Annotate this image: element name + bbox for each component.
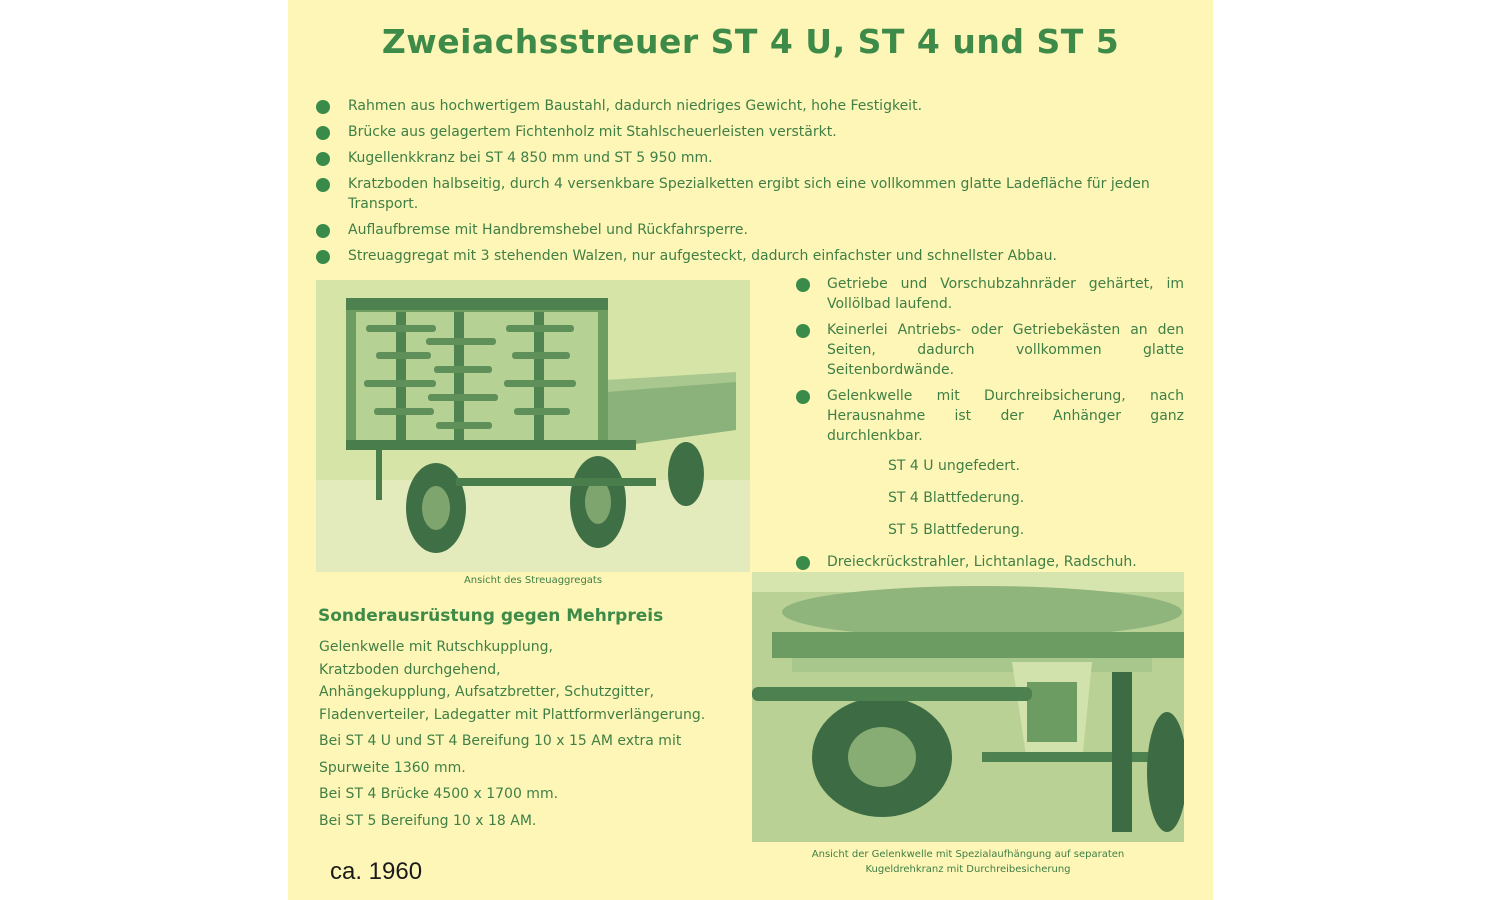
brochure-page (288, 0, 1213, 900)
extras-heading: Sonderausrüstung gegen Mehrpreis (318, 606, 664, 626)
list-item: Fladenverteiler, Ladegatter mit Plattformverlängerung. (319, 706, 706, 723)
list-item: Streuaggregat mit 3 stehenden Walzen, nur aufgesteckt, dadurch einfachster und schnellster Abbau. (316, 246, 1184, 266)
list-item: Kugellenkkranz bei ST 4 850 mm und ST 5 950 mm. (316, 148, 1184, 168)
spreader-photo (316, 280, 750, 572)
drive-shaft-photo (752, 572, 1184, 842)
feature-list (316, 96, 1184, 272)
list-item: Getriebe und Vorschubzahnräder gehärtet, im Vollölbad laufend. (796, 274, 1184, 314)
list-item: ST 4 U ungefedert. (888, 458, 1020, 474)
list-item: Kratzboden durchgehend, (319, 661, 501, 678)
bullet-icon (316, 152, 330, 166)
list-item: Spurweite 1360 mm. (319, 759, 466, 776)
bullet-icon (316, 178, 330, 192)
list-item: Anhängekupplung, Aufsatzbretter, Schutzgitter, (319, 684, 655, 700)
bullet-icon (796, 278, 810, 292)
suspension-list (888, 456, 1184, 540)
list-item: Gelenkwelle mit Durchreibsicherung, nach Herausnahme ist der Anhänger ganz durchlenkbar. ST 4 U ungefedert. ST 4 Blattfederung. ST 5 Blattfederung. (796, 386, 1184, 540)
bullet-icon (316, 224, 330, 238)
list-item: Keinerlei Antriebs- oder Getriebekästen an den Seiten, dadurch vollkommen glatte Seitenbordwände. (796, 320, 1184, 380)
extras-list (319, 636, 709, 832)
list-item: Rahmen aus hochwertigem Baustahl, dadurch niedriges Gewicht, hohe Festigkeit. (316, 96, 1184, 116)
list-item: Kratzboden halbseitig, durch 4 versenkbare Spezialketten ergibt sich eine vollkommen glatte Ladefläche für jeden Transport. (316, 174, 1184, 214)
bullet-icon (316, 126, 330, 140)
list-item: Bei ST 4 U und ST 4 Bereifung 10 x 15 AM extra mit (319, 733, 682, 749)
list-item: ST 4 Blattfederung. (888, 490, 1025, 506)
list-item: Auflaufbremse mit Handbremshebel und Rückfahrsperre. (316, 220, 1184, 240)
list-item: ST 5 Blattfederung. (888, 522, 1025, 538)
feature-list-side (796, 274, 1184, 578)
page-title: Zweiachsstreuer ST 4 U, ST 4 und ST 5 (381, 22, 1120, 61)
photo-caption: Ansicht des Streuaggregats (463, 575, 603, 586)
photo-caption: Ansicht der Gelenkwelle mit Spezialaufhängung auf separaten Kugeldrehkranz mit Durchreibesicherung (811, 849, 1125, 875)
list-item: Bei ST 5 Bereifung 10 x 18 AM. (319, 812, 537, 829)
list-item: Dreieckrückstrahler, Lichtanlage, Radschuh. (796, 552, 1184, 572)
list-item: Gelenkwelle mit Rutschkupplung, (319, 639, 553, 655)
bullet-icon (796, 324, 810, 338)
year-label: ca. 1960 (330, 858, 423, 885)
list-item: Bei ST 4 Brücke 4500 x 1700 mm. (319, 786, 559, 802)
bullet-icon (796, 556, 810, 570)
bullet-icon (316, 250, 330, 264)
bullet-icon (796, 390, 810, 404)
bullet-icon (316, 100, 330, 114)
list-item: Brücke aus gelagertem Fichtenholz mit Stahlscheuerleisten verstärkt. (316, 122, 1184, 142)
